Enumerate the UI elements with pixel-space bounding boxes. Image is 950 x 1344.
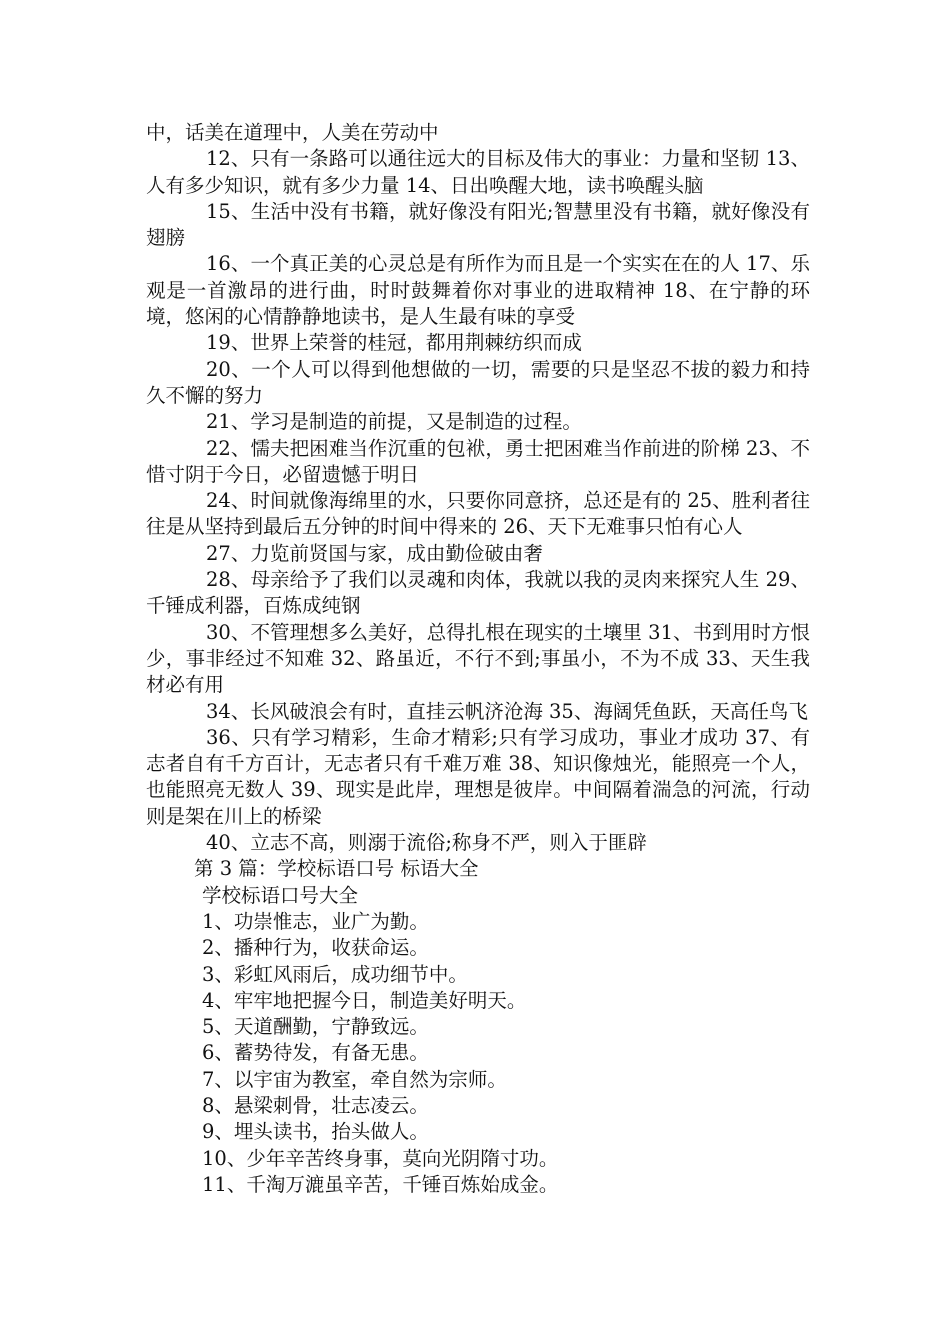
slogan-list-item: 1、功崇惟志，业广为勤。 bbox=[202, 909, 429, 933]
body-paragraph: 20、一个人可以得到他想做的一切，需要的只是坚忍不拔的毅力和持久不懈的努力 bbox=[146, 357, 810, 407]
body-paragraph: 16、一个真正美的心灵总是有所作为而且是一个实实在在的人 17、乐观是一首激昂的进行曲，时时鼓舞着你对事业的进取精神 18、在宁静的环境，悠闲的心情静静地读书，是人生最有味的享受 bbox=[146, 252, 810, 329]
slogan-list-item: 9、埋头读书，抬头做人。 bbox=[202, 1120, 429, 1144]
body-paragraph: 40、立志不高，则溺于流俗;称身不严，则入于匪辟 bbox=[206, 831, 647, 855]
slogan-list-item: 3、彩虹风雨后，成功细节中。 bbox=[202, 962, 468, 986]
slogan-list-item: 4、牢牢地把握今日，制造美好明天。 bbox=[202, 988, 527, 1012]
slogan-list-item: 2、播种行为，收获命运。 bbox=[202, 936, 429, 960]
body-paragraph: 21、学习是制造的前提，又是制造的过程。 bbox=[206, 410, 582, 434]
body-paragraph: 28、母亲给予了我们以灵魂和肉体，我就以我的灵肉来探究人生 29、千锤成利器，百炼成纯钢 bbox=[146, 568, 810, 618]
body-paragraph: 15、生活中没有书籍，就好像没有阳光;智慧里没有书籍，就好像没有翅膀 bbox=[146, 199, 810, 250]
slogan-list-item: 6、蓄势待发，有备无患。 bbox=[202, 1041, 429, 1065]
body-paragraph: 27、力览前贤国与家，成由勤俭破由奢 bbox=[206, 541, 543, 565]
slogan-list-item: 8、悬梁刺骨，壮志凌云。 bbox=[202, 1093, 429, 1117]
body-paragraph: 34、长风破浪会有时，直挂云帆济沧海 35、海阔凭鱼跃，天高任鸟飞 bbox=[206, 699, 808, 723]
body-paragraph: 22、懦夫把困难当作沉重的包袱，勇士把困难当作前进的阶梯 23、不惜寸阴于今日，必留遗憾于明日 bbox=[146, 436, 810, 486]
body-paragraph: 30、不管理想多么美好，总得扎根在现实的土壤里 31、书到用时方恨少，事非经过不知难 32、路虽近，不行不到;事虽小，不为不成 33、天生我材必有用 bbox=[146, 620, 810, 697]
body-paragraph: 36、只有学习精彩，生命才精彩;只有学习成功，事业才成功 37、有志者自有千方百计，无志者只有千难万难 38、知识像烛光，能照亮一个人，也能照亮无数人 39、现实是此岸，理想是彼岸。中间隔着湍急的河流，行动则是架在川上的桥梁 bbox=[146, 725, 810, 828]
slogan-list-item: 5、天道酬勤，宁静致远。 bbox=[202, 1015, 429, 1039]
slogan-list-item: 学校标语口号大全 bbox=[202, 883, 359, 907]
slogan-list-item: 7、以宇宙为教室，牵自然为宗师。 bbox=[202, 1067, 507, 1091]
section-heading: 第 3 篇：学校标语口号 标语大全 bbox=[194, 857, 479, 881]
slogan-list-item: 11、千淘万漉虽辛苦，千锤百炼始成金。 bbox=[202, 1172, 559, 1196]
body-paragraph: 12、只有一条路可以通往远大的目标及伟大的事业：力量和坚韧 13、人有多少知识，就有多少力量 14、日出唤醒大地，读书唤醒头脑 bbox=[146, 147, 810, 197]
body-paragraph: 24、时间就像海绵里的水，只要你同意挤，总还是有的 25、胜利者往往是从坚持到最后五分钟的时间中得来的 26、天下无难事只怕有心人 bbox=[146, 489, 810, 539]
document-body bbox=[146, 120, 810, 1198]
body-paragraph: 中，话美在道理中，人美在劳动中 bbox=[146, 121, 439, 144]
body-paragraph: 19、世界上荣誉的桂冠，都用荆棘纺织而成 bbox=[206, 331, 582, 355]
slogan-list-item: 10、少年辛苦终身事，莫向光阴隋寸功。 bbox=[202, 1146, 559, 1170]
